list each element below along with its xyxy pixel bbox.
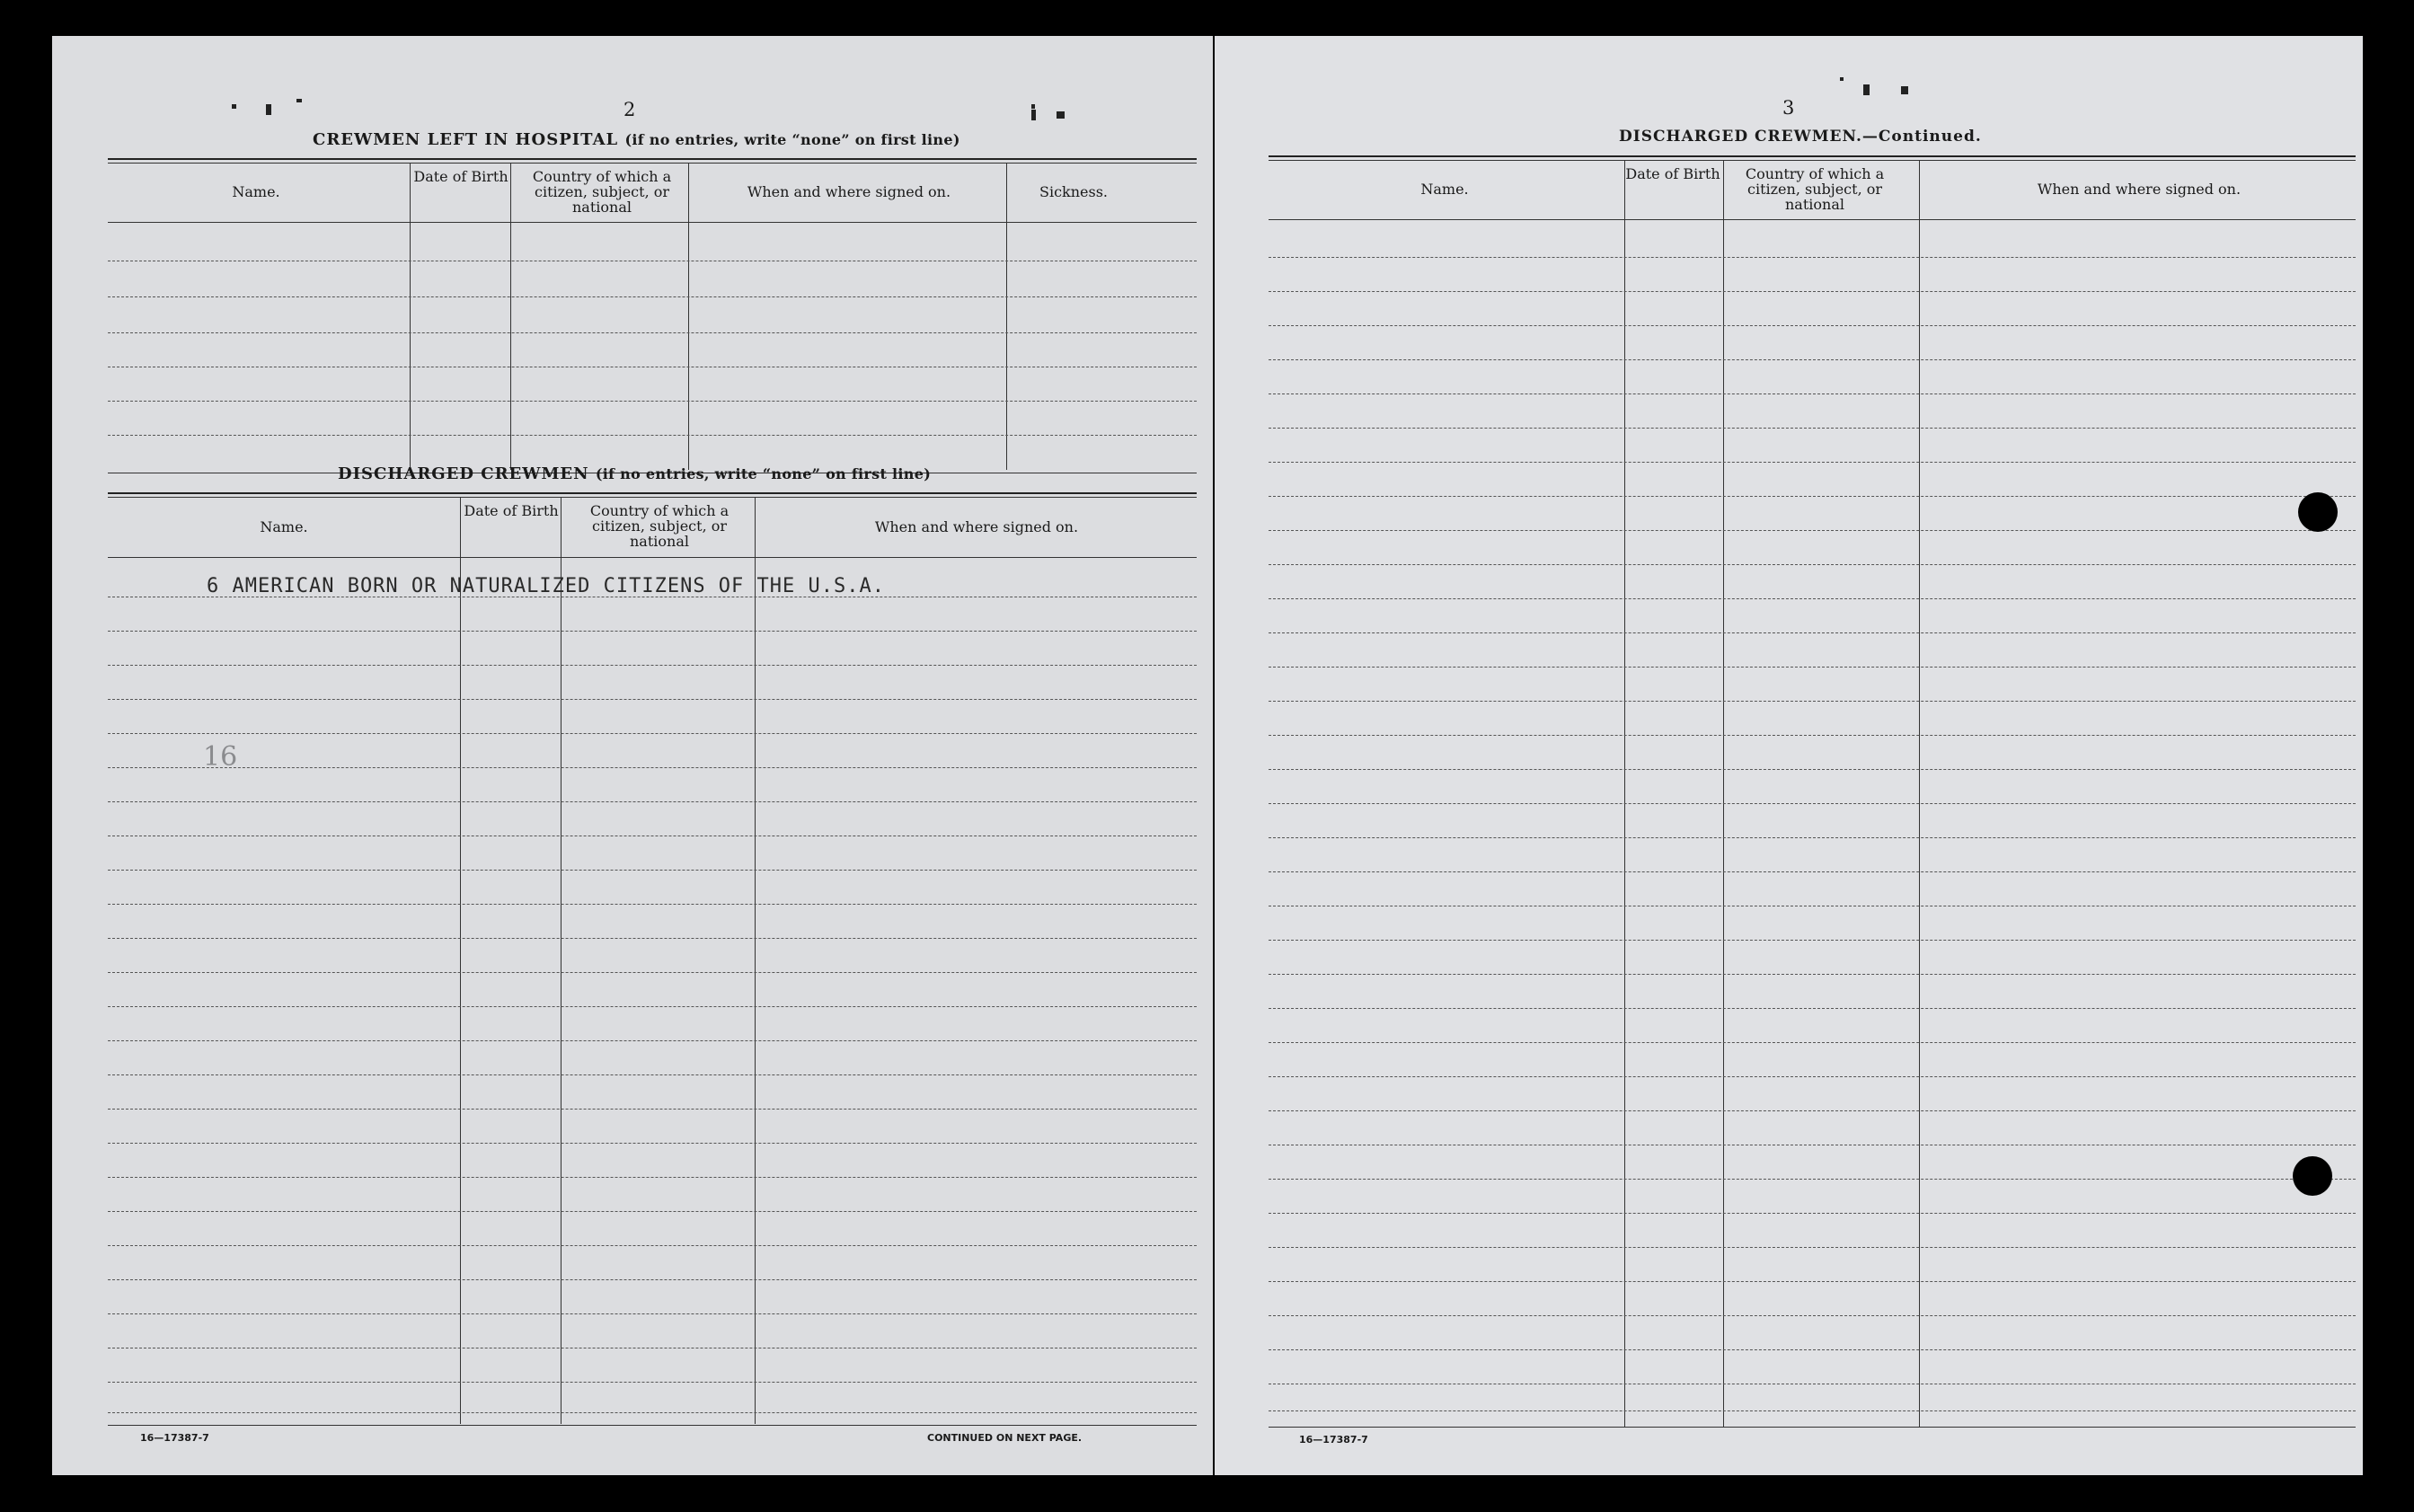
right-row-line xyxy=(1269,769,2356,770)
paper-speck xyxy=(1901,86,1908,94)
discharged-title-note: (if no entries, write “none” on first line) xyxy=(595,465,932,482)
right-row-line xyxy=(1269,667,2356,668)
paper-speck xyxy=(1840,77,1844,81)
discharged-vline xyxy=(755,497,756,1424)
discharged-header-rule xyxy=(108,557,1197,558)
right-col-name: Name. xyxy=(1420,181,1469,198)
right-row-line xyxy=(1269,1247,2356,1248)
right-row-line xyxy=(1269,940,2356,941)
right-row-line xyxy=(1269,701,2356,702)
discharged-row-line xyxy=(108,1143,1197,1144)
faint-stamp-mark: 16 xyxy=(203,741,238,773)
discharged-row-line xyxy=(108,699,1197,700)
discharged-section-title xyxy=(338,464,931,483)
right-row-line xyxy=(1269,1349,2356,1350)
discharged-vline xyxy=(460,497,461,1424)
right-top-rule-2 xyxy=(1269,160,2356,161)
discharged-row-line xyxy=(108,1245,1197,1246)
right-top-rule xyxy=(1269,155,2356,157)
left-page xyxy=(52,36,1213,1475)
right-row-line xyxy=(1269,1315,2356,1316)
right-row-line xyxy=(1269,974,2356,975)
discharged-col-signed: When and where signed on. xyxy=(874,518,1079,535)
paper-speck xyxy=(1031,104,1035,109)
discharged-row-line xyxy=(108,1074,1197,1075)
discharged-row-line xyxy=(108,631,1197,632)
right-col-country: Country of which a citizen, subject, or national xyxy=(1745,165,1885,213)
discharged-row-line xyxy=(108,972,1197,973)
paper-speck xyxy=(266,104,271,115)
right-row-line xyxy=(1269,803,2356,804)
punch-hole xyxy=(2293,1156,2332,1196)
discharged-row-line xyxy=(108,1006,1197,1007)
discharged-row-line xyxy=(108,938,1197,939)
discharged-row-line xyxy=(108,1382,1197,1383)
typed-entry: 6 AMERICAN BORN OR NATURALIZED CITIZENS OF THE U.S.A. xyxy=(207,575,885,597)
hospital-top-rule-2 xyxy=(108,163,1197,164)
discharged-row-line xyxy=(108,733,1197,734)
paper-speck xyxy=(1057,111,1065,119)
hospital-row-line xyxy=(108,401,1197,402)
hospital-vline xyxy=(1006,163,1007,470)
paper-speck xyxy=(1031,110,1036,120)
discharged-row-line xyxy=(108,767,1197,768)
right-row-line xyxy=(1269,530,2356,531)
hospital-col-signed: When and where signed on. xyxy=(747,183,951,200)
right-row-line xyxy=(1269,564,2356,565)
discharged-row-line xyxy=(108,1279,1197,1280)
right-row-line xyxy=(1269,1008,2356,1009)
right-bottom-rule xyxy=(1269,1427,2356,1428)
right-row-line xyxy=(1269,496,2356,497)
paper-speck xyxy=(1863,84,1870,95)
discharged-row-line xyxy=(108,870,1197,871)
discharged-top-rule xyxy=(108,492,1197,494)
page-number: 2 xyxy=(623,99,636,120)
hospital-row-line xyxy=(108,332,1197,333)
page-number: 3 xyxy=(1782,97,1795,119)
hospital-col-name: Name. xyxy=(232,183,280,200)
continued-note: CONTINUED ON NEXT PAGE. xyxy=(927,1432,1083,1444)
right-row-line xyxy=(1269,1076,2356,1077)
discharged-row-line xyxy=(108,1177,1197,1178)
right-vline xyxy=(1624,160,1625,1427)
right-row-line xyxy=(1269,325,2356,326)
paper-speck xyxy=(296,99,302,102)
continued-section-title: DISCHARGED CREWMEN.—Continued. xyxy=(1619,128,1982,146)
hospital-col-dob: Date of Birth xyxy=(413,168,508,185)
right-row-line xyxy=(1269,428,2356,429)
right-row-line xyxy=(1269,837,2356,838)
hospital-vline xyxy=(510,163,511,470)
paper-speck xyxy=(232,104,236,109)
right-row-line xyxy=(1269,1042,2356,1043)
right-row-line xyxy=(1269,291,2356,292)
hospital-row-line xyxy=(108,296,1197,297)
hospital-vline xyxy=(688,163,689,470)
punch-hole xyxy=(2298,492,2338,532)
right-row-line xyxy=(1269,735,2356,736)
right-row-line xyxy=(1269,257,2356,258)
discharged-row-line xyxy=(108,1412,1197,1413)
discharged-col-country: Country of which a citizen, subject, or national xyxy=(589,502,730,550)
hospital-top-rule xyxy=(108,158,1197,160)
discharged-row-line xyxy=(108,1109,1197,1110)
hospital-vline xyxy=(410,163,411,470)
discharged-row-line xyxy=(108,665,1197,666)
discharged-col-name: Name. xyxy=(260,518,308,535)
right-row-line xyxy=(1269,393,2356,394)
hospital-col-sickness: Sickness. xyxy=(1039,183,1108,200)
right-row-line xyxy=(1269,632,2356,633)
discharged-row-line xyxy=(108,1211,1197,1212)
right-col-signed: When and where signed on. xyxy=(2037,181,2242,198)
right-vline xyxy=(1919,160,1920,1427)
form-number: 16—17387-7 xyxy=(1299,1434,1368,1446)
right-row-line xyxy=(1269,1179,2356,1180)
hospital-row-line xyxy=(108,435,1197,436)
right-page xyxy=(1215,36,2363,1475)
right-row-line xyxy=(1269,871,2356,872)
discharged-top-rule-2 xyxy=(108,497,1197,498)
right-header-rule xyxy=(1269,219,2356,220)
form-number: 16—17387-7 xyxy=(140,1432,209,1444)
discharged-row-line xyxy=(108,1313,1197,1314)
right-row-line xyxy=(1269,598,2356,599)
right-row-line xyxy=(1269,1110,2356,1111)
hospital-col-country: Country of which a citizen, subject, or national xyxy=(532,168,672,216)
right-vline xyxy=(1723,160,1724,1427)
hospital-title-text: CREWMEN LEFT IN HOSPITAL xyxy=(313,130,619,149)
right-row-line xyxy=(1269,1213,2356,1214)
hospital-header-rule xyxy=(108,222,1197,223)
discharged-bottom-rule xyxy=(108,1425,1197,1426)
right-row-line xyxy=(1269,462,2356,463)
right-col-dob: Date of Birth xyxy=(1625,165,1720,182)
discharged-row-line xyxy=(108,1040,1197,1041)
right-row-line xyxy=(1269,1281,2356,1282)
hospital-title-note: (if no entries, write “none” on first line) xyxy=(624,131,960,148)
hospital-section-title xyxy=(313,130,960,149)
right-row-line xyxy=(1269,1410,2356,1411)
discharged-title-text: DISCHARGED CREWMEN xyxy=(338,464,589,483)
discharged-row-line xyxy=(108,801,1197,802)
discharged-row-line xyxy=(108,904,1197,905)
right-row-line xyxy=(1269,359,2356,360)
discharged-col-dob: Date of Birth xyxy=(464,502,559,519)
